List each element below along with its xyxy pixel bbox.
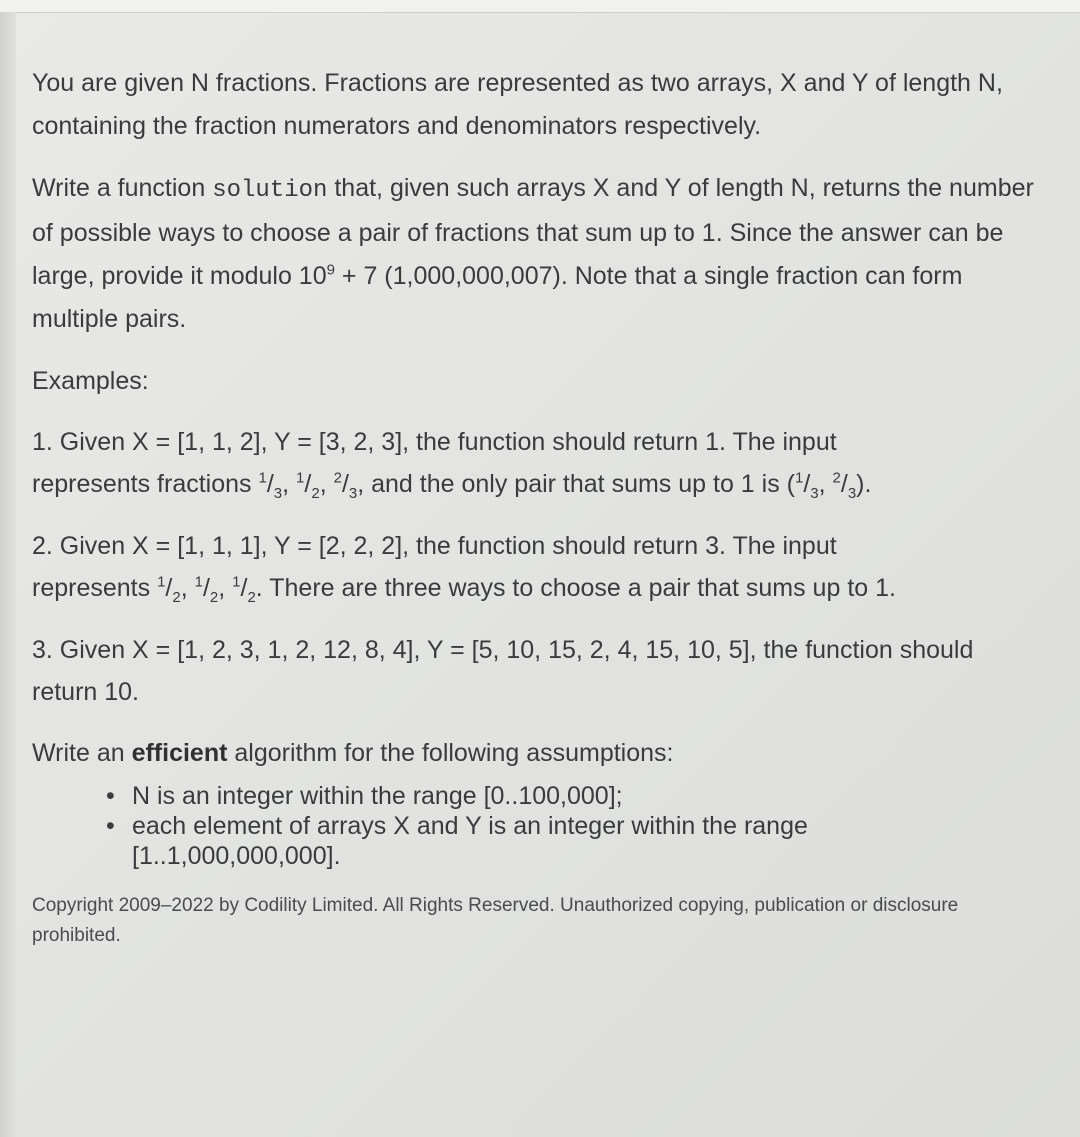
example-2-line-1: 2. Given X = [1, 1, 1], Y = [2, 2, 2], the function should return 3. The input: [32, 532, 837, 560]
assumptions-intro: Write an efficient algorithm for the following assumptions:: [32, 739, 674, 767]
copyright-notice: Copyright 2009–2022 by Codility Limited. All Rights Reserved. Unauthorized copying, publication or disclosure prohibited.: [32, 895, 959, 946]
fraction: $^1/_2$: [232, 573, 256, 606]
fraction: $^1/_2$: [157, 573, 181, 606]
assumptions-list: [32, 781, 1052, 871]
screen-top-edge: [0, 0, 1080, 13]
intro-paragraph: You are given N fractions. Fractions are represented as two arrays, X and Y of length N, containing the fraction numerators and denominators respectively.: [32, 69, 1003, 140]
list-item: • N is an integer within the range [0..100,000];: [106, 782, 623, 810]
screen-left-edge: [0, 12, 16, 1137]
efficient-bold: efficient: [131, 739, 228, 767]
list-item: • each element of arrays X and Y is an integer within the range [1..1,000,000,000].: [106, 812, 808, 870]
task-paragraph: [32, 167, 1052, 341]
modulo-exponent: 9: [326, 261, 335, 279]
example-2: 2. Given X = [1, 1, 1], Y = [2, 2, 2], the function should return 3. The input represents $^1/_2$, $^1/_2$, $^1/_2$. There are three ways to choose a pair that sums up to 1.: [32, 532, 896, 606]
task-text-middle: that, given such arrays X and Y of length N, returns the number of possible ways to choose a pair of fractions that sum up to 1. Since the answer can be large, provide it modulo 10: [32, 174, 1034, 290]
fraction: $^1/_2$: [194, 573, 219, 606]
examples-heading: Examples:: [32, 367, 149, 395]
function-name-code: solution: [212, 177, 328, 204]
fraction: $^2/_3$: [333, 469, 358, 502]
task-text-end: + 7 (1,000,000,007). Note that a single fraction can form multiple pairs.: [32, 262, 963, 333]
fraction: $^1/_2$: [296, 469, 320, 502]
example-1: 1. Given X = [1, 1, 2], Y = [3, 2, 3], the function should return 1. The input represents fractions $^1/_3$, $^1/_2$, $^2/_3$, and the only pair that sums up to 1 is ($^1/_3$, $^2/_3$).: [32, 428, 872, 502]
fraction: $^1/_3$: [794, 469, 819, 502]
fraction: $^2/_3$: [832, 469, 857, 502]
bullet-icon: •: [106, 782, 115, 810]
example-1-line-1: 1. Given X = [1, 1, 2], Y = [3, 2, 3], the function should return 1. The input: [32, 428, 837, 456]
bullet-icon: •: [106, 812, 115, 840]
task-description: [32, 62, 1052, 951]
task-text-start: Write a function: [32, 174, 213, 202]
fraction: $^1/_3$: [258, 469, 283, 502]
example-3: 3. Given X = [1, 2, 3, 1, 2, 12, 8, 4], Y = [5, 10, 15, 2, 4, 15, 10, 5], the function should return 10.: [32, 636, 974, 706]
